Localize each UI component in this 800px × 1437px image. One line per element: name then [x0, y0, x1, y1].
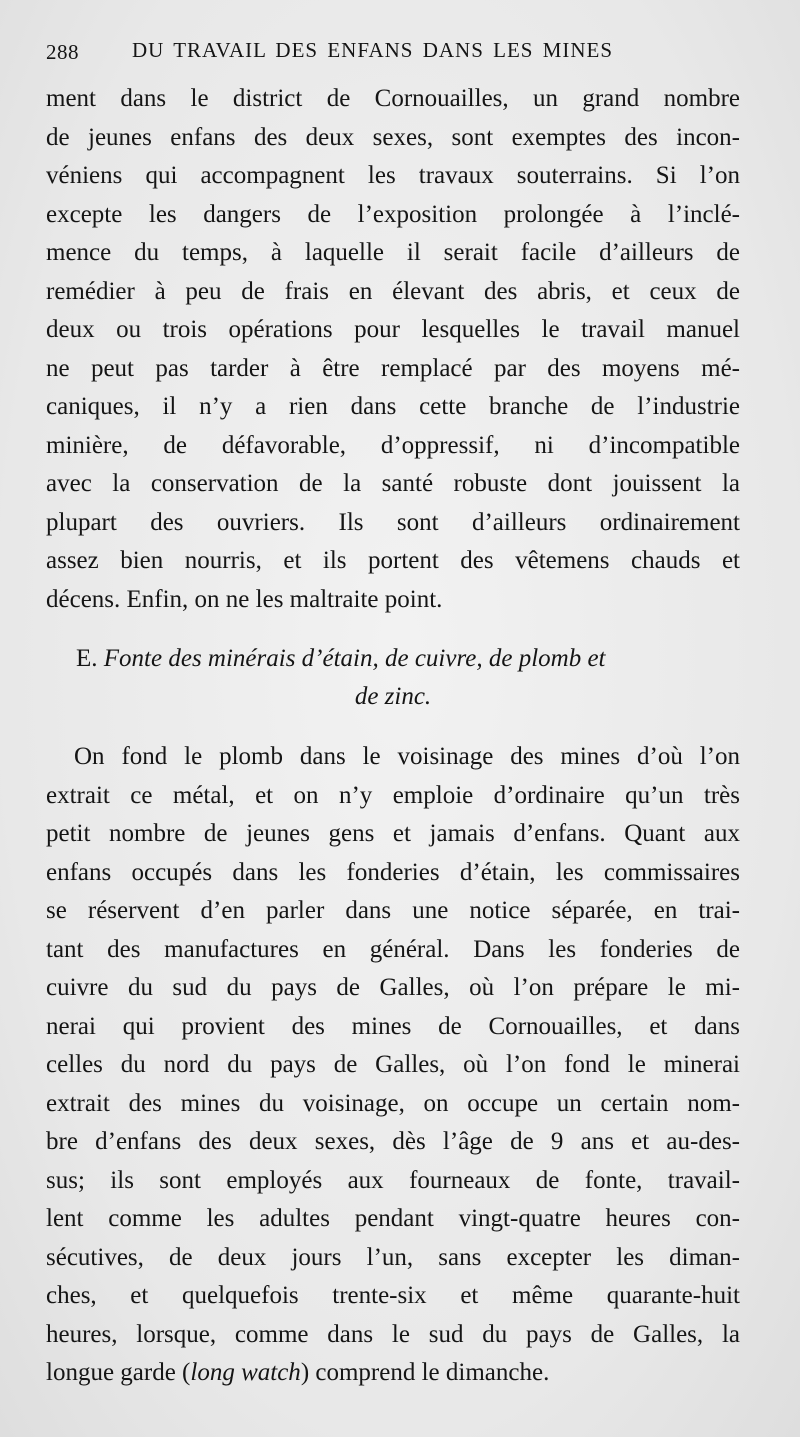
text-line: excepte les dangers de l’exposition prolongée à l’inclé- [46, 200, 740, 228]
text-line: minière, de défavorable, d’oppressif, ni d’incompatible [46, 431, 740, 459]
paragraph-continuation [46, 80, 740, 619]
text-line: extrait des mines du voisinage, on occupe un certain nom- [46, 1089, 740, 1117]
text-line: sécutives, de deux jours l’un, sans excepter les diman- [46, 1243, 740, 1271]
section-label: E. [76, 645, 98, 672]
text-line: assez bien nourris, et ils portent des vêtemens chauds et [46, 547, 740, 574]
text-line: bre d’enfans des deux sexes, dès l’âge de 9 ans et au-des- [46, 1128, 740, 1155]
text-line: tant des manufactures en général. Dans les fonderies de [46, 935, 740, 963]
text-line: deux ou trois opérations pour lesquelles le travail manuel [46, 316, 740, 343]
running-header [46, 38, 742, 70]
section-title-part-1: Fonte des minérais d’étain, de cuivre, de plomb et [103, 645, 606, 672]
text-line: décens. Enfin, on ne les maltraite point. [46, 585, 443, 613]
text-line: se réservent d’en parler dans une notice séparée, en trai- [46, 897, 740, 924]
text-line: de jeunes enfans des deux sexes, sont exemptes des incon- [46, 123, 740, 151]
text-fragment: longue garde ( [46, 1359, 191, 1386]
text-line: véniens qui accompagnent les travaux souterrains. Si l’on [46, 162, 740, 189]
text-line: celles du nord du pays de Galles, où l’on fond le minerai [46, 1051, 740, 1078]
text-line: caniques, il n’y a rien dans cette branche de l’industrie [46, 393, 740, 420]
text-line: On fond le plomb dans le voisinage des mines d’où l’on [74, 743, 740, 770]
section-title-part-2: de zinc. [354, 683, 432, 710]
running-title: DU TRAVAIL DES ENFANS DANS LES MINES [132, 38, 614, 62]
text-line: lent comme les adultes pendant vingt-quatre heures con- [46, 1205, 740, 1232]
italic-phrase: long watch [190, 1359, 301, 1386]
text-line: sus; ils sont employés aux fourneaux de fonte, travail- [46, 1166, 740, 1194]
text-line: remédier à peu de frais en élevant des abris, et ceux de [46, 277, 740, 305]
text-line: ches, et quelquefois trente-six et même quarante-huit [46, 1282, 740, 1309]
page-number: 288 [46, 40, 79, 64]
section-heading-line-1 [46, 640, 740, 678]
text-line: petit nombre de jeunes gens et jamais d’enfans. Quant aux [46, 820, 740, 847]
text-fragment: ) comprend le dimanche. [300, 1359, 550, 1386]
text-line: avec la conservation de la santé robuste dont jouissent la [46, 470, 740, 497]
text-line: ne peut pas tarder à être remplacé par des moyens mé- [46, 354, 740, 382]
text-line: nerai qui provient des mines de Cornouailles, et dans [46, 1012, 740, 1040]
text-line: extrait ce métal, et on n’y emploie d’ordinaire qu’un très [46, 781, 740, 809]
text-line: plupart des ouvriers. Ils sont d’ailleurs ordinairement [46, 508, 740, 536]
text-line: heures, lorsque, comme dans le sud du pays de Galles, la [46, 1320, 740, 1348]
paragraph-smelting [46, 738, 740, 1393]
text-line: mence du temps, à laquelle il serait facile d’ailleurs de [46, 239, 740, 266]
text-line: cuivre du sud du pays de Galles, où l’on prépare le mi- [46, 974, 740, 1001]
text-line: enfans occupés dans les fonderies d’étain, les commissaires [46, 858, 740, 886]
text-line-final [46, 1354, 740, 1393]
text-line: ment dans le district de Cornouailles, un grand nombre [46, 85, 740, 112]
section-heading [46, 640, 740, 716]
